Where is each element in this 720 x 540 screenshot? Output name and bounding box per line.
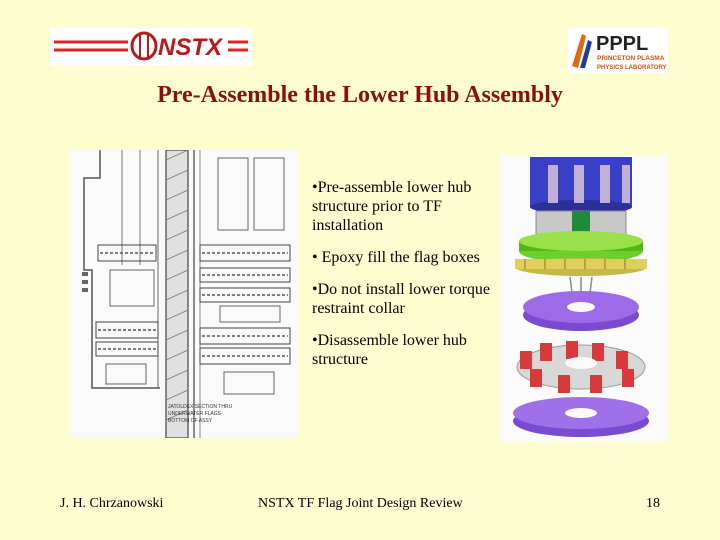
page-number: 18 <box>646 496 660 511</box>
bullet-item: •Pre-assemble lower hub structure prior to TF installation <box>312 179 472 234</box>
footer-author: J. H. Chrzanowski <box>60 496 164 511</box>
bullet-item: •Do not install lower torque restraint collar <box>312 281 491 317</box>
bullet-list <box>312 178 494 382</box>
bullet-item: • Epoxy fill the flag boxes <box>312 249 480 266</box>
bullet-item: •Disassemble lower hub structure <box>312 332 467 368</box>
pppl-logo-line1: PRINCETON PLASMA <box>597 55 665 62</box>
footer-center-text: NSTX TF Flag Joint Design Review <box>258 496 463 511</box>
hub-assembly-render <box>500 155 668 442</box>
nstx-logo-text: NSTX <box>158 34 223 61</box>
section-drawing <box>70 150 298 438</box>
pppl-logo-text: PPPL <box>596 33 649 55</box>
nstx-logo <box>50 28 252 66</box>
pppl-logo <box>568 28 668 73</box>
drawing-caption-line3: BOTTOM OF ASSY <box>168 418 213 424</box>
slide-title: Pre-Assemble the Lower Hub Assembly <box>157 82 563 108</box>
pppl-logo-line2: PHYSICS LABORATORY <box>597 65 667 71</box>
drawing-caption-line2: UNDERWATER FLAGS <box>168 411 221 417</box>
drawing-caption-line1: JATOLDEX SECTION THRU <box>168 404 233 410</box>
